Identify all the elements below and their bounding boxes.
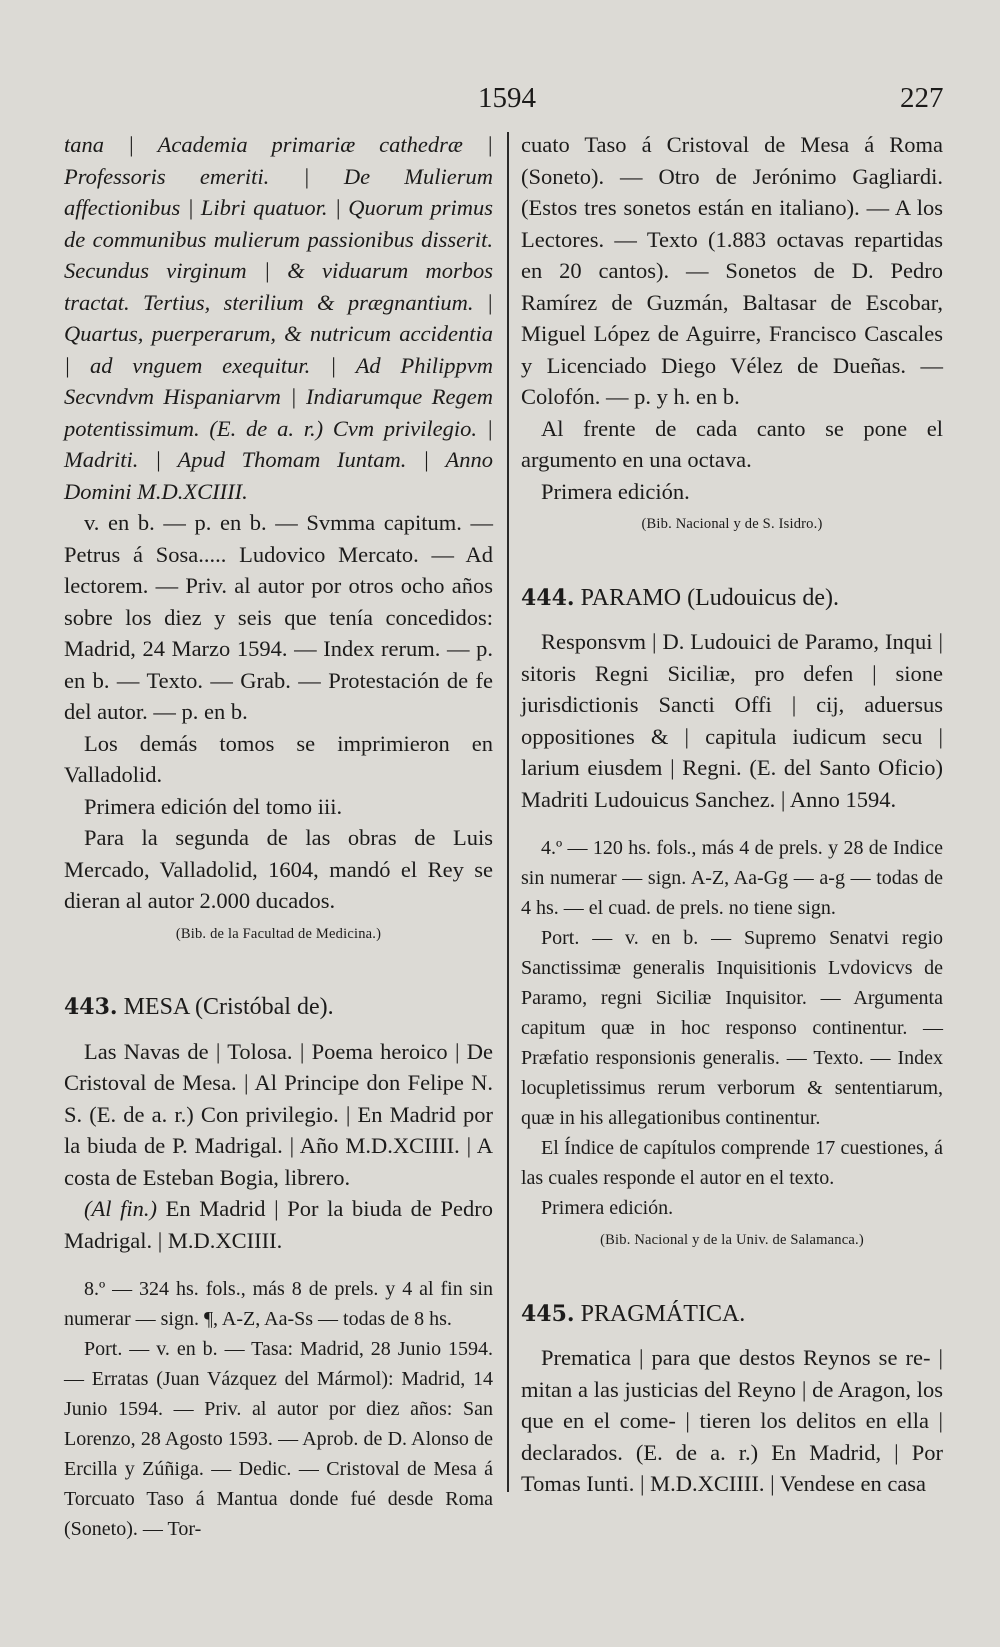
entry-443-heading: [64, 992, 493, 1024]
entry-443-note: Primera edición.: [541, 478, 690, 504]
column-divider: [507, 132, 509, 1492]
entry-443-title: Las Navas de | Tolosa. | Poema heroico | De Cristoval de Mesa. | Al Principe don Felipe N. S. (E. de a. r.) Con privilegio. | En Madrid por la biuda de P. Madrigal. | Año M.D.XCIIII. | A costa de Esteban Bogia, librero.: [64, 1038, 493, 1190]
colophon-text: En Madrid | Por la biuda de Pedro Madrigal. | M.D.XCIIII.: [64, 1196, 494, 1253]
entry-442-title-continued: tana | Academia primariæ cathedræ | Professoris emeriti. | De Mulierum affectionibus | Libri quatuor. | Quorum primus de communibus mulierum passionibus disserit. Secundus virginum | & viduarum morbos tractat. Tertius, sterilium & prægnantium. | Quartus, puerperarum, & nutricum accidentia | ad vnguem exequitur. | Ad Philippvm Secvndvm Hispaniarvm | Indiarumque Regem potentissimum. (E. de a. r.) Cvm privilegio. | Madriti. | Apud Thomam Iuntam. | Anno Domini M.D.XCIIII.: [64, 132, 493, 504]
entry-443-format: 8.º — 324 hs. fols., más 8 de prels. y 4 al fin sin numerar — sign. ¶, A-Z, Aa-Ss — todas de 8 hs.: [64, 1278, 493, 1330]
library-citation: (Bib. de la Facultad de Medicina.): [175, 925, 382, 942]
entry-number: 444.: [521, 584, 575, 611]
entry-442-note: Para la segunda de las obras de Luis Mercado, Valladolid, 1604, mandó el Rey se dieran al autor 2.000 ducados.: [64, 825, 493, 913]
entry-author: PRAGMÁTICA.: [580, 1300, 746, 1327]
colophon-label: (Al fin.): [84, 1196, 157, 1221]
library-citation: (Bib. Nacional y de la Univ. de Salamanca.): [600, 1232, 864, 1248]
entry-444-heading: [521, 583, 943, 615]
entry-number: 443.: [64, 994, 118, 1020]
entry-445-heading: [521, 1299, 943, 1331]
entry-442-description: v. en b. — p. en b. — Svmma capitum. — Petrus á Sosa..... Ludovico Mercato. — Ad lectorem. — Priv. al autor por otros ocho años sobre los diez y seis que tenía concedidos: Madrid, 24 Marzo 1594. — Index rerum. — p. en b. — Texto. — Grab. — Protestación de fe del autor. — p. en b.: [64, 510, 493, 724]
left-column: [64, 129, 493, 1544]
entry-444-description: Port. — v. en b. — Supremo Senatvi regio Sanctissimæ generalis Inquisitionis Lvdovicvs de Paramo, regni Siciliæ Inquisitor. — Argumenta capitum quæ in hoc responso continentur. — Præfatio responsionis generalis. — Texto. — Index locupletissimus rerum verborum & sententiarum, quæ in his allegationibus continentur.: [521, 927, 943, 1129]
entry-author: PARAMO (Ludouicus de).: [580, 584, 840, 611]
page-header: [0, 82, 1000, 122]
entry-442-note: Los demás tomos se imprimieron en Valladolid.: [64, 730, 493, 787]
entry-442-note: Primera edición del tomo iii.: [84, 793, 343, 819]
library-citation: (Bib. Nacional y de S. Isidro.): [641, 516, 823, 532]
entry-author: MESA (Cristóbal de).: [123, 994, 334, 1020]
right-column: [521, 129, 943, 1500]
page-number: 227: [900, 82, 944, 114]
entry-444-title: Responsvm | D. Ludouici de Paramo, Inqui | sitoris Regni Siciliæ, pro defen | sione jurisdictionis Sancti Offi | cij, aduersus oppositiones & | capitula iudicum secu | larium eiusdem | Regni. (E. del Santo Oficio) Madriti Ludouicus Sanchez. | Anno 1594.: [521, 629, 943, 812]
entry-443-colophon: [64, 1193, 493, 1256]
entry-444-note: Primera edición.: [541, 1197, 674, 1219]
running-year: 1594: [478, 82, 536, 114]
entry-number: 445.: [521, 1300, 575, 1327]
entry-444-format: 4.º — 120 hs. fols., más 4 de prels. y 28 de Indice sin numerar — sign. A-Z, Aa-Gg — a-g — todas de 4 hs. — el cuad. de prels. no tiene sign.: [521, 837, 943, 919]
entry-443-note: Al frente de cada canto se pone el argumento en una octava.: [521, 415, 943, 472]
entry-443-description-continued: cuato Taso á Cristoval de Mesa á Roma (Soneto). — Otro de Jerónimo Gagliardi. (Estos tres sonetos están en italiano). — A los Lectores. — Texto (1.883 octavas repartidas en 20 cantos). — Sonetos de D. Pedro Ramírez de Guzmán, Baltasar de Escobar, Miguel López de Aguirre, Francisco Cascales y Licenciado Diego Vélez de Dueñas. — Colofón. — p. y h. en b.: [521, 132, 943, 409]
entry-444-note: El Índice de capítulos comprende 17 cuestiones, á las cuales responde el autor en el texto.: [521, 1137, 943, 1189]
entry-445-title: Prematica | para que destos Reynos se re- | mitan a las justicias del Reyno | de Aragon, los que en el come- | tieren los delitos en ella | declarados. (E. de a. r.) En Madrid, | Por Tomas Iunti. | M.D.XCIIII. | Vendese en casa: [521, 1345, 943, 1496]
entry-443-description: Port. — v. en b. — Tasa: Madrid, 28 Junio 1594. — Erratas (Juan Vázquez del Mármol): Madrid, 14 Junio 1594. — Priv. al autor por diez años: San Lorenzo, 28 Agosto 1593. — Aprob. de D. Alonso de Ercilla y Zúñiga. — Dedic. — Cristoval de Mesa á Torcuato Taso á Mantua donde fué desde Roma (Soneto). — Tor-: [64, 1338, 493, 1540]
